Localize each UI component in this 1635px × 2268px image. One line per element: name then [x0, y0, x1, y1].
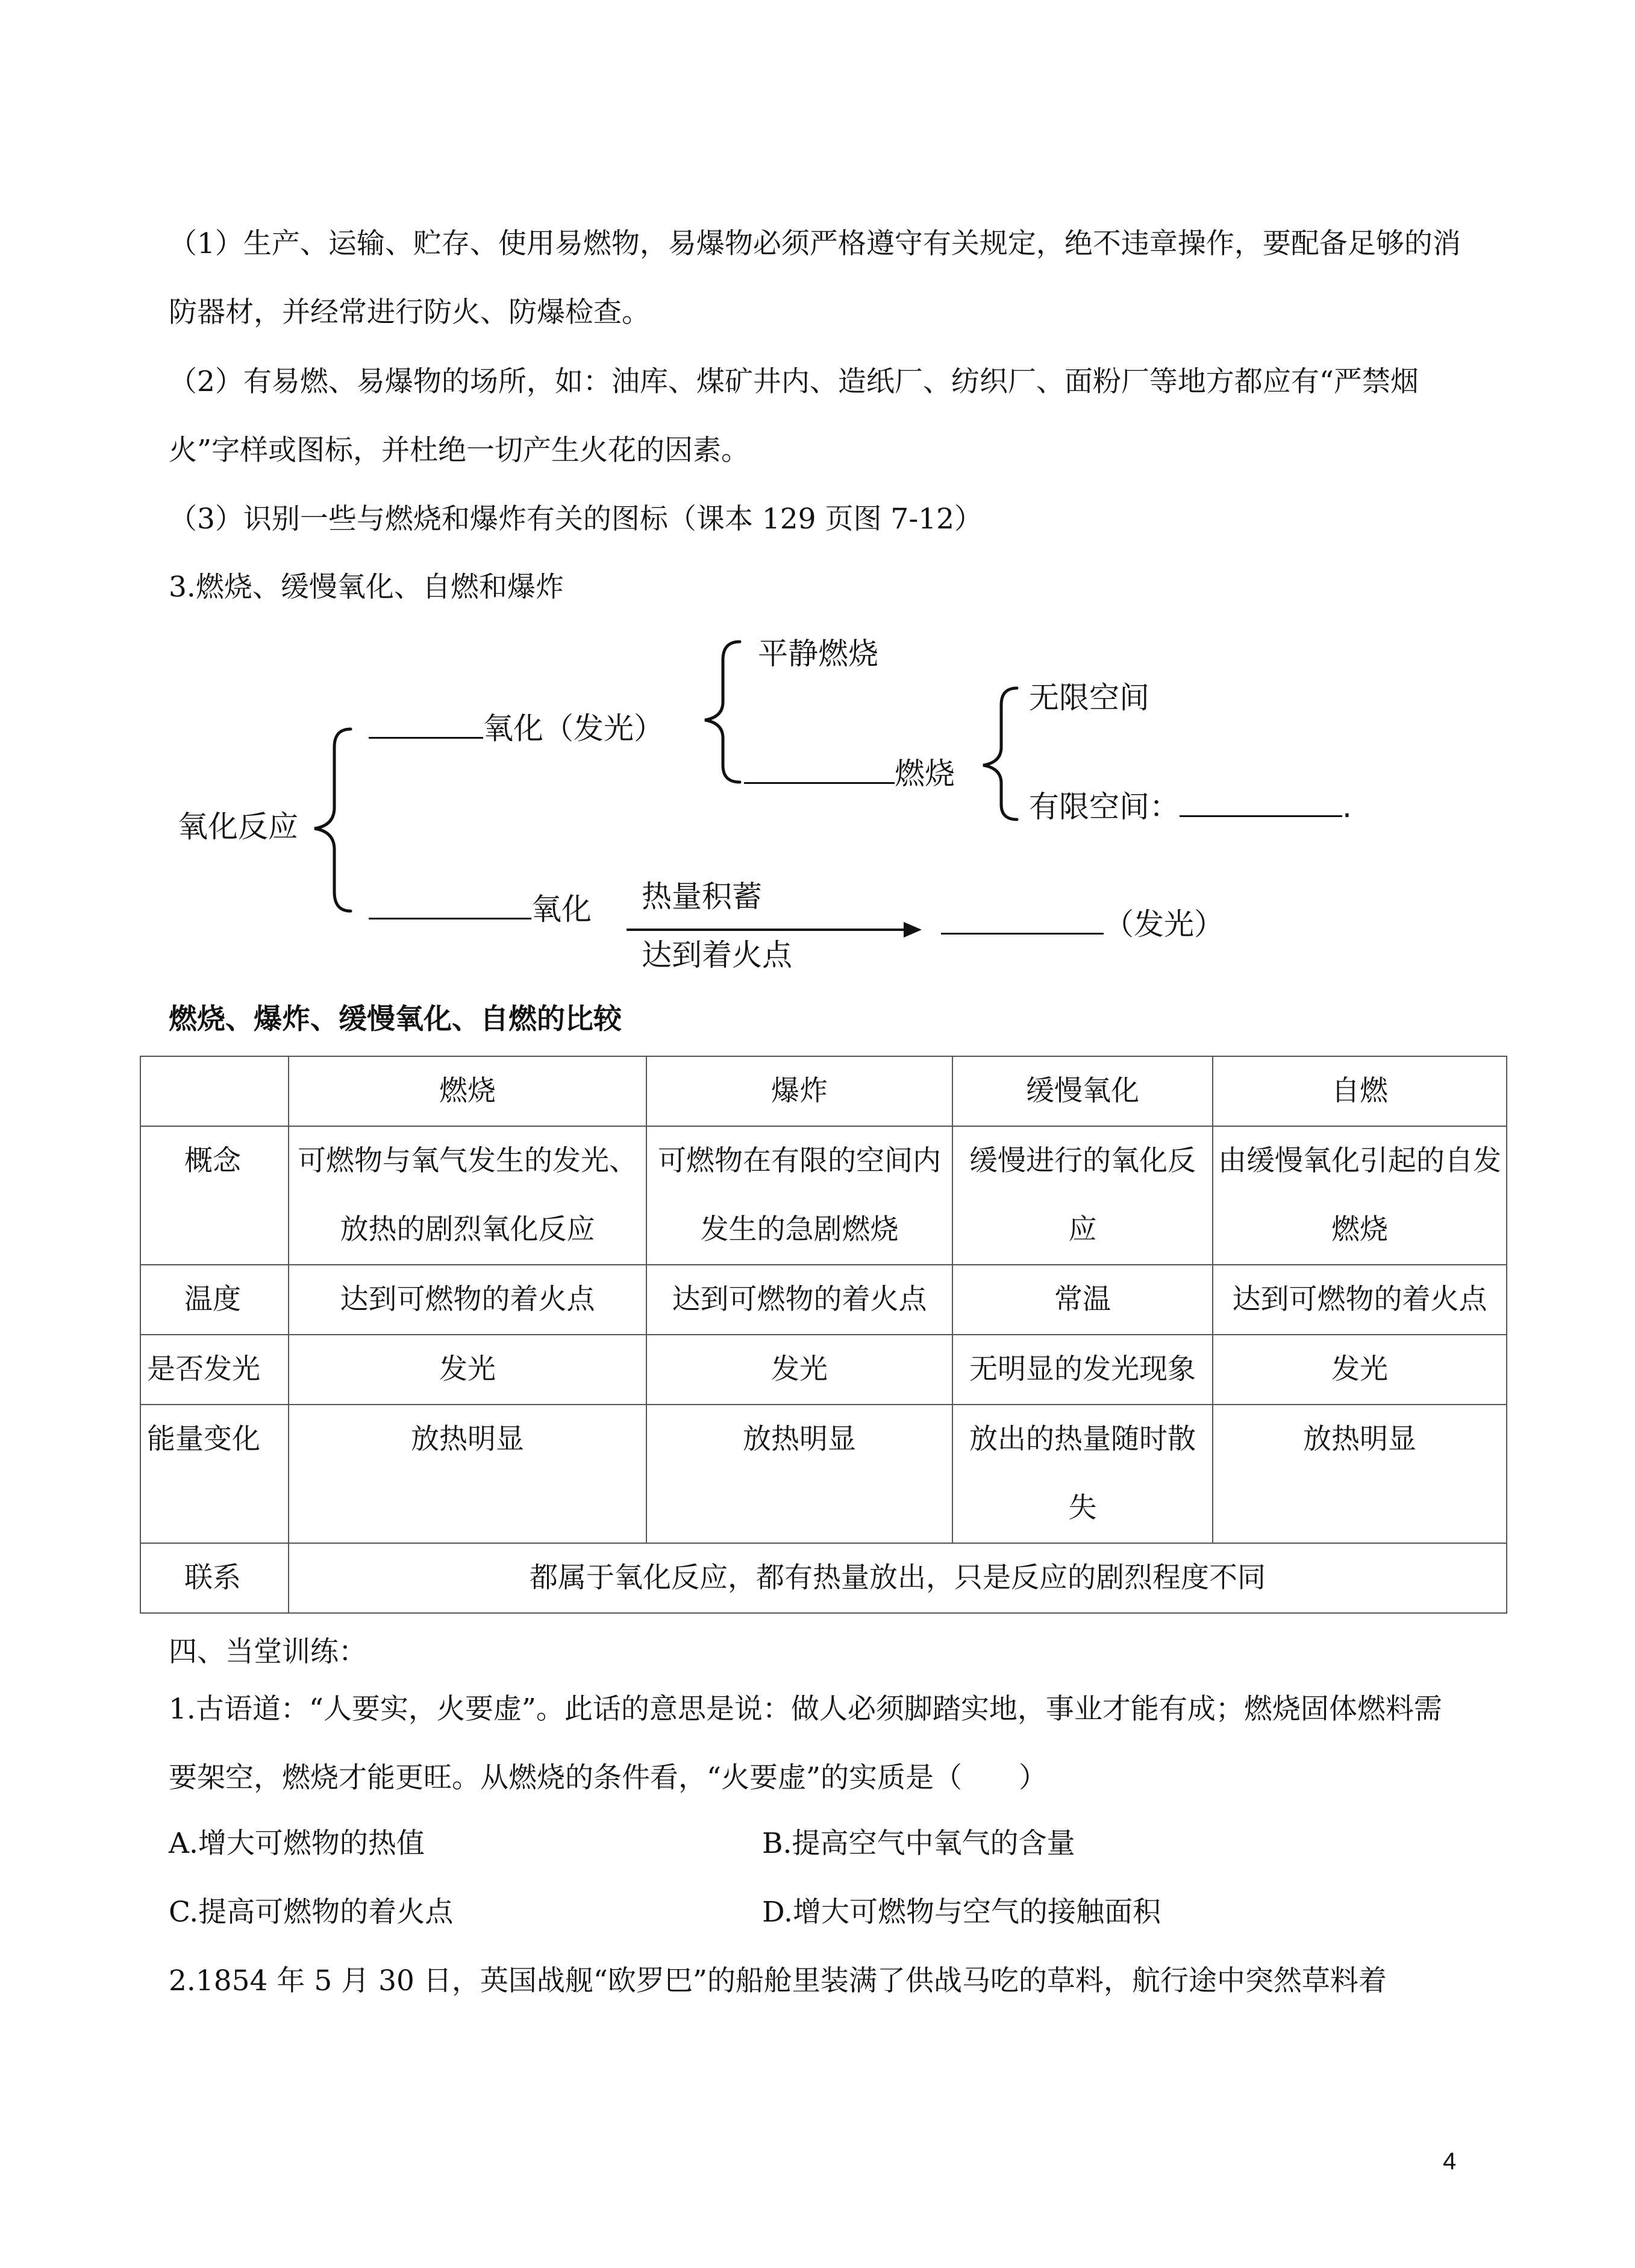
burning-brace — [983, 688, 1017, 819]
fast-oxidation-brace — [705, 642, 740, 782]
table-cell: 发光 — [1213, 1335, 1507, 1405]
option-d[interactable]: D.增大可燃物与空气的接触面积 — [762, 1896, 1161, 1929]
table-cell: 由缓慢氧化引起的自发燃烧 — [1213, 1126, 1507, 1265]
burning-label: 燃烧 — [895, 756, 955, 791]
root-brace — [314, 729, 351, 911]
fast-oxidation-blank[interactable] — [369, 708, 483, 739]
table-cell: 放热明显 — [1213, 1405, 1507, 1543]
page-number: 4 — [1443, 2148, 1457, 2175]
row-label-concept: 概念 — [140, 1126, 289, 1265]
option-b[interactable]: B.提高空气中氧气的含量 — [762, 1827, 1075, 1860]
row-label-temperature: 温度 — [140, 1265, 289, 1335]
fast-oxidation-row — [369, 708, 664, 747]
table-cell: 放热明显 — [646, 1405, 952, 1543]
section-3-title: 3.燃烧、缓慢氧化、自燃和爆炸 — [169, 571, 564, 604]
reaction-arrow-head — [904, 922, 922, 938]
option-a[interactable]: A.增大可燃物的热值 — [169, 1827, 425, 1860]
root-label: 氧化反应 — [178, 809, 298, 844]
table-cell: 缓慢进行的氧化反应 — [952, 1126, 1213, 1265]
table-row — [140, 1126, 1507, 1265]
rule-2: （2）有易燃、易爆物的场所，如：油库、煤矿井内、造纸厂、纺织厂、面粉厂等地方都应有“严禁烟火”字样或图标，并杜绝一切产生火花的因素。 — [169, 365, 1419, 467]
spontaneous-result-row — [941, 904, 1224, 942]
arrow-top-label: 热量积蓄 — [642, 879, 762, 914]
slow-oxidation-label: 氧化 — [531, 892, 592, 927]
comparison-title: 燃烧、爆炸、缓慢氧化、自燃的比较 — [169, 1003, 622, 1036]
burning-row — [744, 753, 955, 792]
header-spontaneous: 自燃 — [1213, 1056, 1507, 1126]
header-explosion: 爆炸 — [646, 1056, 952, 1126]
row-label-relation: 联系 — [140, 1543, 289, 1613]
burning-blank[interactable] — [744, 753, 895, 784]
slow-oxidation-row — [369, 889, 592, 927]
table-cell: 无明显的发光现象 — [952, 1335, 1213, 1405]
limited-space-blank[interactable] — [1180, 786, 1342, 817]
table-cell: 可燃物与氧气发生的发光、放热的剧烈氧化反应 — [289, 1126, 646, 1265]
header-slow-oxidation: 缓慢氧化 — [952, 1056, 1213, 1126]
table-cell: 达到可燃物的着火点 — [289, 1265, 646, 1335]
question-2-start: 2.1854 年 5 月 30 日，英国战舰“欧罗巴”的船舱里装满了供战马吃的草料，航行途中突然草料着 — [169, 1964, 1387, 1997]
table-cell: 发光 — [289, 1335, 646, 1405]
table-cell: 常温 — [952, 1265, 1213, 1335]
table-corner-cell — [140, 1056, 289, 1126]
table-row — [140, 1335, 1507, 1405]
row-label-energy: 能量变化 — [140, 1405, 289, 1543]
table-cell: 达到可燃物的着火点 — [1213, 1265, 1507, 1335]
practice-title: 四、当堂训练： — [169, 1635, 367, 1668]
table-cell: 放出的热量随时散失 — [952, 1405, 1213, 1543]
limited-space-period: . — [1342, 789, 1352, 824]
question-1-stem: 1.古语道：“人要实，火要虚”。此话的意思是说：做人必须脚踏实地，事业才能有成；燃烧固体燃料需要架空，燃烧才能更旺。从燃烧的条件看，“火要虚”的实质是（ ） — [169, 1693, 1442, 1794]
table-cell: 达到可燃物的着火点 — [646, 1265, 952, 1335]
table-cell: 放热明显 — [289, 1405, 646, 1543]
table-merged-cell: 都属于氧化反应，都有热量放出，只是反应的剧烈程度不同 — [289, 1543, 1507, 1613]
spontaneous-result-blank[interactable] — [941, 904, 1104, 935]
header-burning: 燃烧 — [289, 1056, 646, 1126]
table-header-row — [140, 1056, 1507, 1126]
arrow-bottom-label: 达到着火点 — [642, 938, 792, 973]
unlimited-space-label: 无限空间 — [1029, 680, 1149, 715]
table-cell: 可燃物在有限的空间内发生的急剧燃烧 — [646, 1126, 952, 1265]
table-row — [140, 1265, 1507, 1335]
slow-oxidation-blank[interactable] — [369, 889, 531, 919]
row-label-glowing: 是否发光 — [140, 1335, 289, 1405]
comparison-table — [140, 1056, 1507, 1614]
limited-space-label: 有限空间： — [1029, 789, 1180, 824]
table-row — [140, 1405, 1507, 1543]
table-cell: 发光 — [646, 1335, 952, 1405]
rule-3: （3）识别一些与燃烧和爆炸有关的图标（课本 129 页图 7-12） — [169, 503, 983, 536]
option-c[interactable]: C.提高可燃物的着火点 — [169, 1896, 454, 1929]
fast-oxidation-label: 氧化（发光） — [483, 711, 664, 746]
spontaneous-result-label: （发光） — [1104, 907, 1224, 942]
limited-space-row — [1029, 786, 1352, 825]
calm-burning-label: 平静燃烧 — [758, 636, 878, 671]
rule-1: （1）生产、运输、贮存、使用易燃物，易爆物必须严格遵守有关规定，绝不违章操作，要配备足够的消防器材，并经常进行防火、防爆检查。 — [169, 227, 1461, 329]
table-row — [140, 1543, 1507, 1613]
